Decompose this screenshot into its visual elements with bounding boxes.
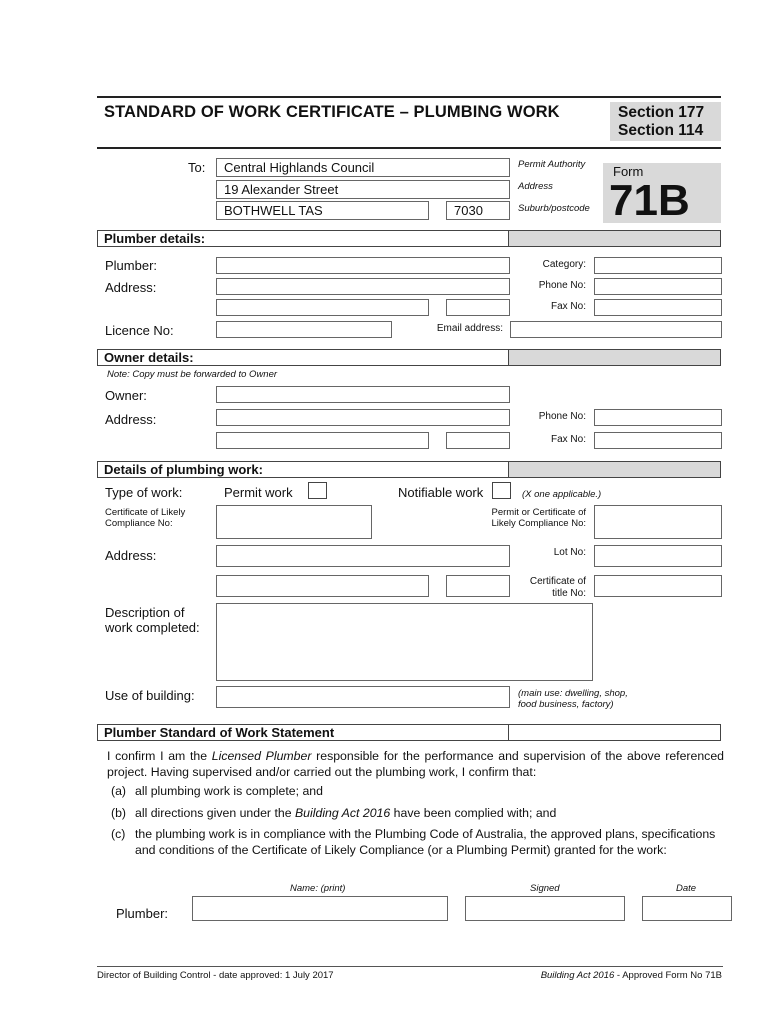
intro-licensed-plumber: Licensed Plumber [211, 749, 312, 763]
plumber-name-input[interactable] [216, 257, 510, 274]
plumber-signature-input[interactable] [465, 896, 625, 921]
plumber-suburb-input[interactable] [216, 299, 429, 316]
plumber-fax-input[interactable] [594, 299, 722, 316]
footer-right [440, 970, 722, 981]
footer-left: Director of Building Control - date approved: 1 July 2017 [97, 970, 334, 981]
licence-label: Licence No: [105, 323, 174, 338]
authority-postcode-field[interactable] [446, 201, 510, 220]
authority-postcode-value: 7030 [454, 203, 483, 218]
owner-fax-input[interactable] [594, 432, 722, 449]
plumber-fax-label: Fax No: [550, 301, 586, 312]
owner-details-heading: Owner details: [97, 349, 509, 366]
item-c-text: the plumbing work is in compliance with the Plumbing Code of Australia, the approved plans, specifications and conditions of the Certificate of Likely Compliance (or a Plumbing Permit) granted for the work: [135, 827, 716, 857]
use-note-line2: food business, factory) [518, 699, 614, 710]
footer-form-no: - Approved Form No 71B [614, 970, 722, 981]
owner-note: Note: Copy must be forwarded to Owner [107, 369, 278, 380]
section-114: Section 114 [618, 122, 704, 139]
item-b-act: Building Act 2016 [294, 806, 391, 820]
authority-suburb-field[interactable] [216, 201, 429, 220]
statement-intro [107, 748, 724, 780]
date-label: Date [676, 883, 697, 894]
statement-item-c [107, 826, 724, 876]
owner-phone-input[interactable] [594, 409, 722, 426]
item-a-text: all plumbing work is complete; and [135, 784, 323, 798]
item-b-text [135, 805, 724, 821]
intro-part2: responsible for the performance and supervision of the above referenced project. Having supervised and/or carried out the plumbing work, I confirm that: [107, 749, 725, 779]
page-title: STANDARD OF WORK CERTIFICATE – PLUMBING WORK [104, 103, 560, 121]
section-badge [610, 102, 721, 141]
permit-authority-field[interactable] [216, 158, 510, 177]
form-number: 71B [609, 176, 690, 225]
authority-address-field[interactable] [216, 180, 510, 199]
item-c-label: (c) [111, 827, 126, 841]
item-b-label: (b) [111, 806, 127, 820]
lot-number-label: Lot No: [553, 547, 586, 558]
clc-number-input[interactable] [216, 505, 372, 539]
use-of-building-label: Use of building: [105, 688, 195, 703]
plumber-label: Plumber: [105, 258, 158, 273]
email-label: Email address: [436, 323, 503, 334]
item-b-part1: all directions given under the [135, 806, 295, 820]
footer-act: Building Act 2016 [540, 970, 615, 981]
licence-input[interactable] [216, 321, 392, 338]
type-of-work-label: Type of work: [105, 485, 183, 500]
header-rule [97, 147, 721, 149]
statement-heading: Plumber Standard of Work Statement [97, 724, 509, 741]
authority-suburb-value: BOTHWELL TAS [224, 203, 323, 218]
work-suburb-input[interactable] [216, 575, 429, 597]
intro-part1: I confirm I am the [107, 749, 212, 763]
top-rule [97, 96, 721, 98]
work-details-heading: Details of plumbing work: [97, 461, 509, 478]
owner-name-input[interactable] [216, 386, 510, 403]
clc-label-line1: Certificate of Likely [105, 507, 186, 518]
email-input[interactable] [510, 321, 722, 338]
item-a-label: (a) [111, 784, 127, 798]
suburb-postcode-label: Suburb/postcode [518, 203, 590, 214]
permit-authority-value: Central Highlands Council [224, 160, 375, 175]
item-b-part2: have been complied with; and [390, 806, 557, 820]
category-input[interactable] [594, 257, 722, 274]
clc-label-line2: Compliance No: [105, 518, 173, 529]
cert-title-input[interactable] [594, 575, 722, 597]
use-of-building-input[interactable] [216, 686, 510, 708]
plumber-address-label: Address: [105, 280, 157, 295]
owner-suburb-input[interactable] [216, 432, 429, 449]
to-label: To: [188, 160, 206, 175]
address-label: Address [518, 181, 553, 192]
statement-heading-shade [509, 724, 721, 741]
owner-heading-shade [509, 349, 721, 366]
footer-rule [97, 966, 723, 967]
owner-phone-label: Phone No: [538, 411, 586, 422]
plumber-heading-shade [509, 230, 721, 247]
permit-clc-label-line1: Permit or Certificate of [491, 507, 586, 518]
x-one-note: (X one applicable.) [522, 489, 602, 500]
notifiable-work-checkbox[interactable] [492, 482, 511, 499]
permit-clc-number-input[interactable] [594, 505, 722, 539]
description-textarea[interactable] [216, 603, 593, 681]
form-badge [603, 163, 721, 223]
description-label-line2: work completed: [105, 620, 200, 635]
owner-fax-label: Fax No: [550, 434, 586, 445]
owner-label: Owner: [105, 388, 147, 403]
signed-label: Signed [530, 883, 560, 894]
name-print-label: Name: (print) [290, 883, 346, 894]
work-heading-shade [509, 461, 721, 478]
lot-number-input[interactable] [594, 545, 722, 567]
permit-authority-label: Permit Authority [518, 159, 586, 170]
form-label: Form [613, 164, 644, 179]
cert-title-label-line2: title No: [552, 588, 586, 599]
work-address-input[interactable] [216, 545, 510, 567]
category-label: Category: [542, 259, 586, 270]
plumber-address-input[interactable] [216, 278, 510, 295]
plumber-phone-input[interactable] [594, 278, 722, 295]
plumber-phone-label: Phone No: [538, 280, 586, 291]
signature-date-input[interactable] [642, 896, 732, 921]
use-note-line1: (main use: dwelling, shop, [518, 688, 628, 699]
description-label-line1: Description of [105, 605, 185, 620]
permit-work-checkbox[interactable] [308, 482, 327, 499]
permit-clc-label-line2: Likely Compliance No: [491, 518, 586, 529]
notifiable-work-label: Notifiable work [398, 485, 484, 500]
plumber-details-heading: Plumber details: [97, 230, 509, 247]
owner-address-input[interactable] [216, 409, 510, 426]
work-address-label: Address: [105, 548, 157, 563]
section-177: Section 177 [618, 104, 705, 121]
cert-title-label-line1: Certificate of [529, 576, 586, 587]
plumber-print-name-input[interactable] [192, 896, 448, 921]
authority-address-value: 19 Alexander Street [224, 182, 339, 197]
owner-address-label: Address: [105, 412, 157, 427]
signature-plumber-label: Plumber: [116, 906, 169, 921]
permit-work-label: Permit work [224, 485, 293, 500]
